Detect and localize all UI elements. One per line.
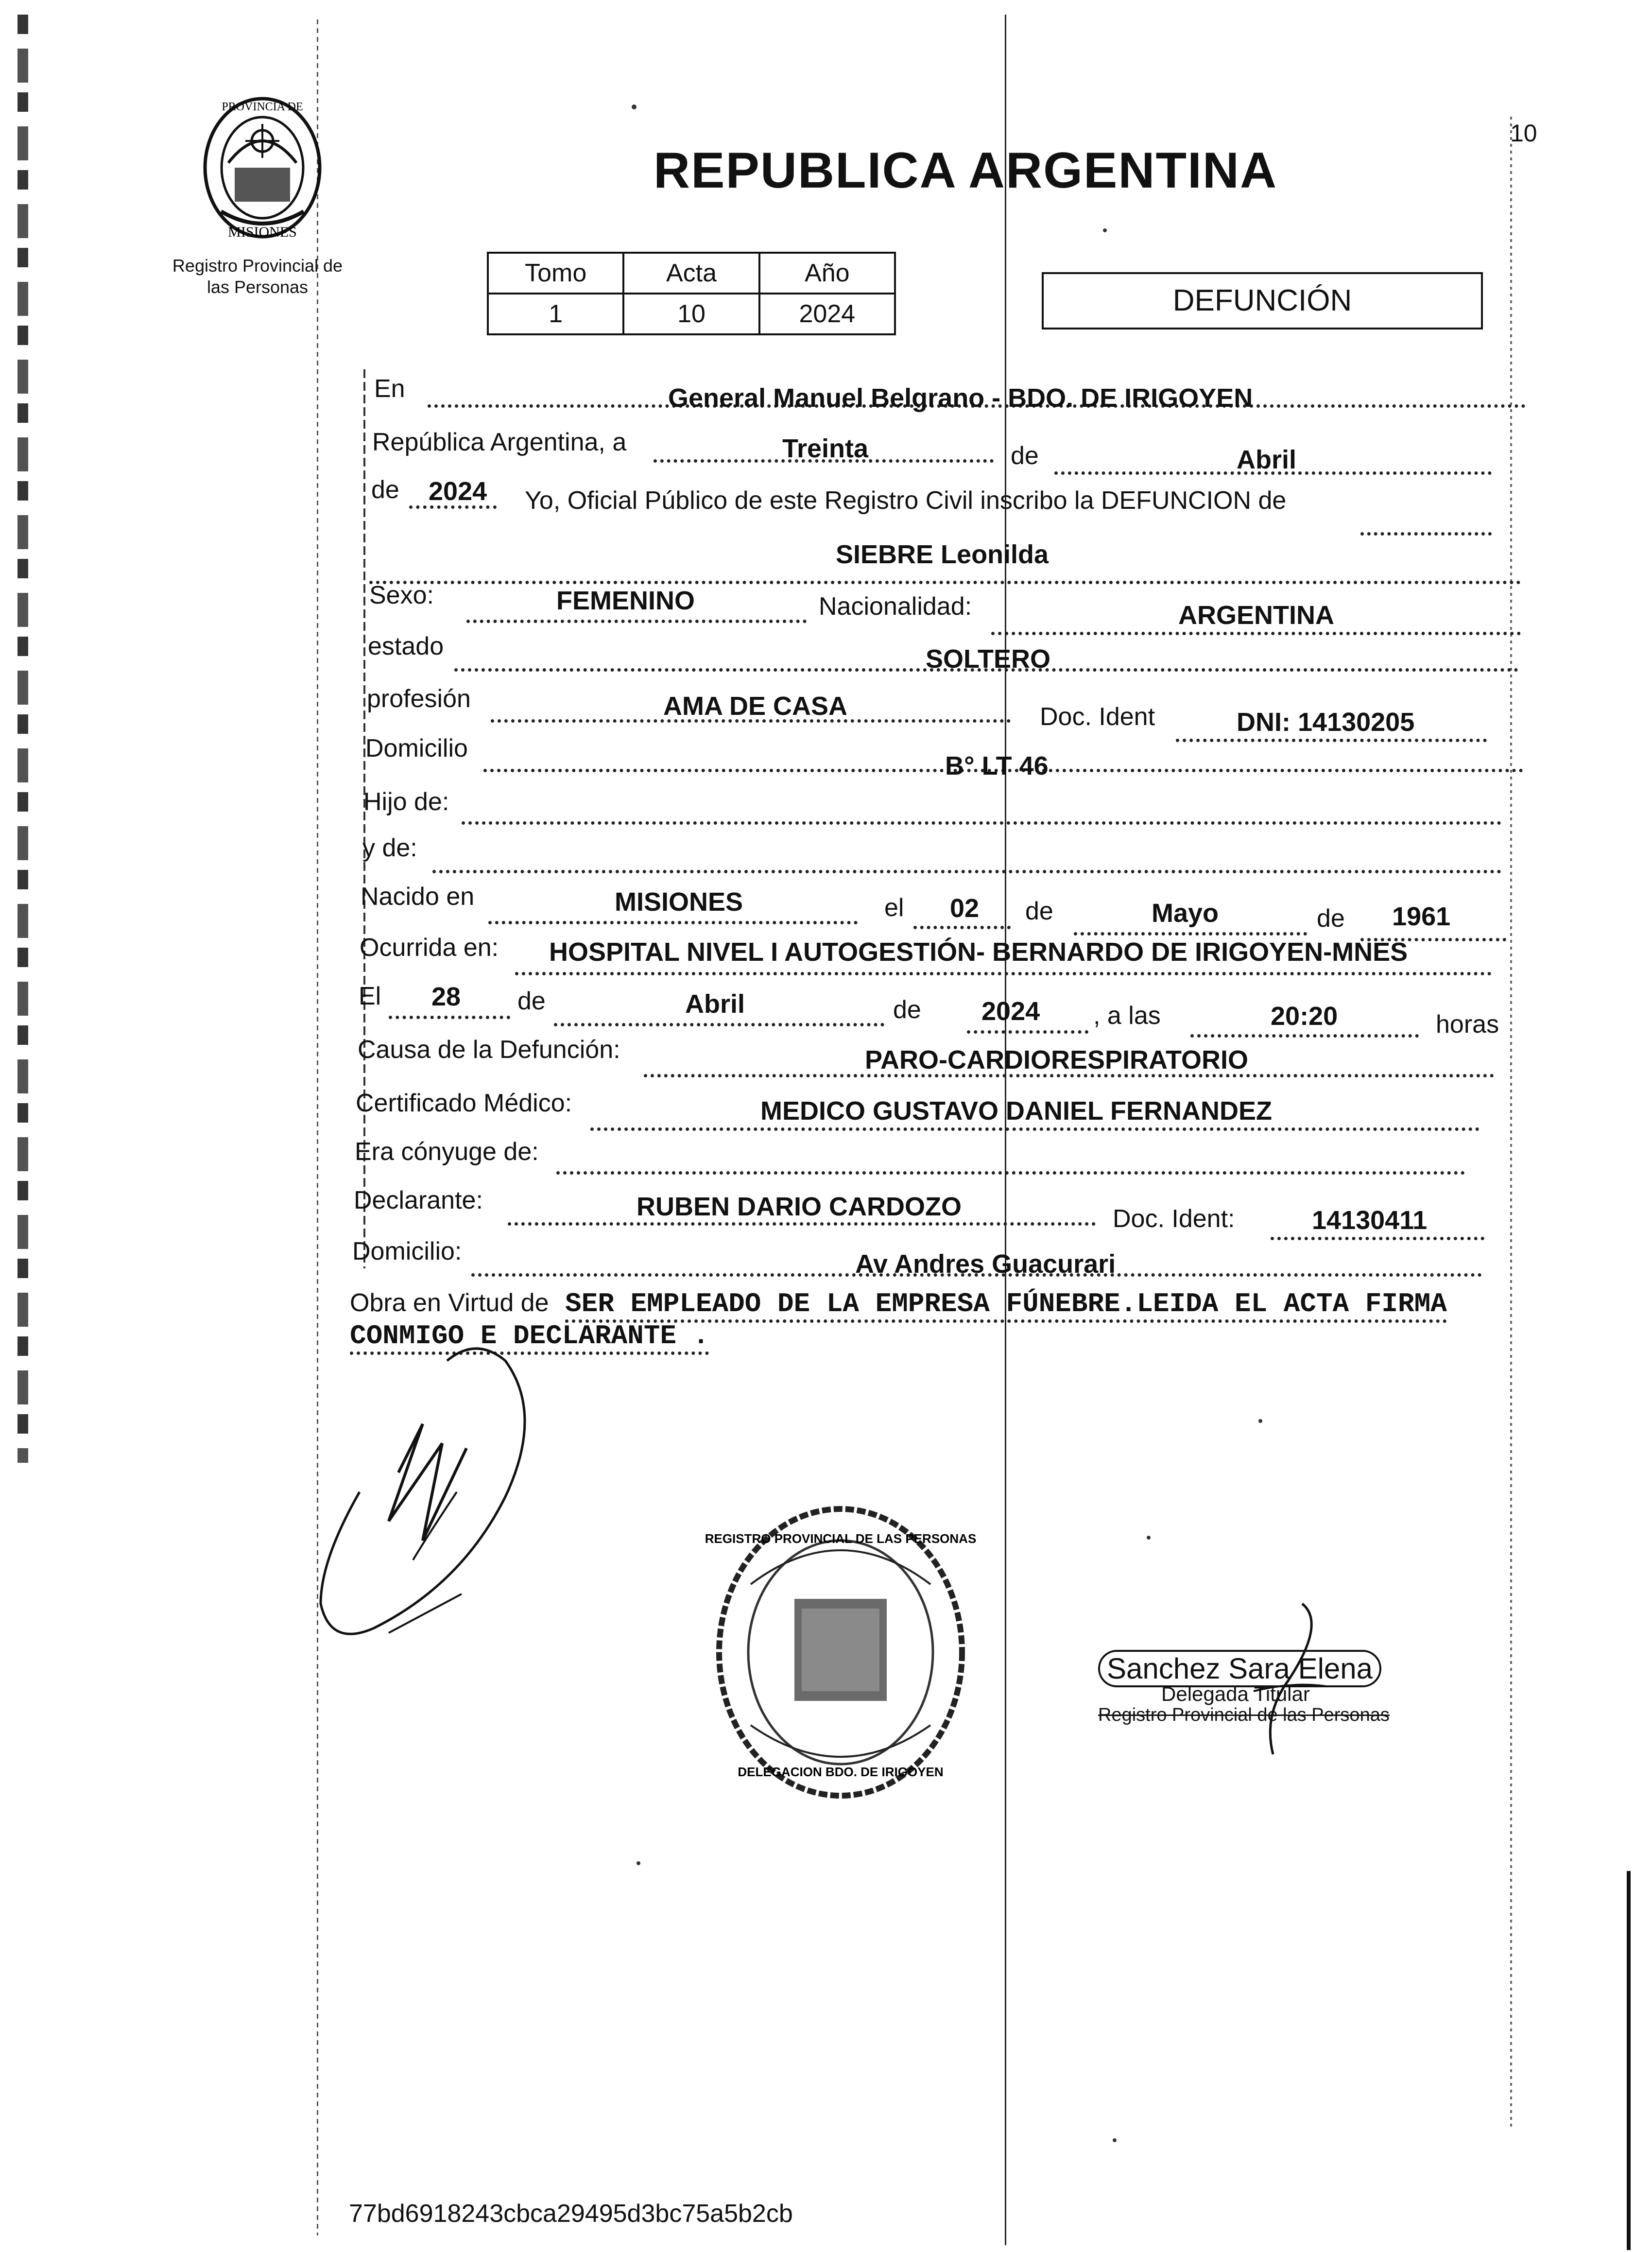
y-de-dots: [432, 870, 1501, 873]
birth-month: Mayo: [1152, 899, 1219, 928]
registry-line-2: las Personas: [206, 277, 309, 297]
decl-domicilio-label: Domicilio:: [352, 1237, 462, 1265]
de-label-2: de: [371, 476, 399, 504]
death-time: 20:20: [1271, 1002, 1338, 1031]
birth-day-dots: [913, 926, 1011, 929]
en-label: En: [374, 375, 405, 403]
de-label-5: de: [517, 987, 546, 1015]
nacido-place: MISIONES: [615, 887, 743, 917]
death-day: 28: [431, 982, 461, 1011]
deceased-name: SIEBRE Leonilda: [836, 540, 1049, 569]
ocurrida-label: Ocurrida en:: [360, 934, 499, 962]
death-time-dots: [1190, 1034, 1419, 1038]
de-label-3: de: [1025, 897, 1053, 925]
y-de-label: y de:: [362, 834, 417, 862]
scan-speck: [1258, 1419, 1262, 1423]
profesion-label: profesión: [367, 685, 471, 713]
form-left-rule: [363, 369, 365, 1268]
hijo-label: Hijo de:: [363, 788, 449, 816]
scan-speck: [1113, 2138, 1117, 2142]
ocurrida-value: HOSPITAL NIVEL I AUTOGESTIÓN- BERNARDO DE IRIGOYEN-MNES: [549, 937, 1408, 967]
name-dots: [369, 581, 1521, 584]
delegate-office: Registro Provincial de las Personas: [1098, 1705, 1390, 1725]
oficial-end-dots: [1360, 532, 1492, 536]
decl-doc-value: 14130411: [1312, 1206, 1428, 1235]
ano-header: Año: [759, 253, 895, 294]
tomo-header: Tomo: [488, 253, 623, 294]
causa-label: Causa de la Defunción:: [358, 1036, 620, 1064]
certificado-value: MEDICO GUSTAVO DANIEL FERNANDEZ: [760, 1096, 1273, 1126]
profesion-value: AMA DE CASA: [663, 692, 848, 721]
scan-speck: [637, 1861, 640, 1865]
decl-doc-dots: [1271, 1237, 1484, 1240]
death-month: Abril: [685, 989, 745, 1019]
svg-text:PROVINCIA DE: PROVINCIA DE: [222, 101, 303, 113]
domicilio-value: B° LT 46: [945, 751, 1049, 780]
tomo-value: 1: [488, 294, 623, 334]
hijo-dots: [462, 821, 1501, 825]
right-margin-line: [1510, 117, 1512, 2129]
year: 2024: [429, 477, 487, 506]
day-words: Treinta: [782, 434, 869, 463]
sexo-dots: [466, 620, 807, 623]
reference-table: [487, 252, 896, 335]
scan-speck: [632, 104, 637, 109]
left-fold-line: [317, 19, 318, 2235]
nacionalidad-label: Nacionalidad:: [819, 592, 972, 621]
ano-value: 2024: [759, 294, 895, 334]
birth-year: 1961: [1392, 902, 1451, 931]
conyuge-label: Era cónyuge de:: [355, 1138, 539, 1166]
declarante-label: Declarante:: [354, 1186, 483, 1214]
svg-text:DELEGACION BDO. DE IRIGOYEN: DELEGACION BDO. DE IRIGOYEN: [738, 1765, 944, 1779]
oficial-text: Yo, Oficial Público de este Registro Civil inscribo la DEFUNCION de: [525, 486, 1287, 515]
domicilio-label: Domicilio: [365, 734, 468, 762]
estado-label: estado: [368, 632, 444, 660]
death-year: 2024: [981, 997, 1040, 1026]
act-type-box: DEFUNCIÓN: [1042, 272, 1483, 329]
causa-value: PARO-CARDIORESPIRATORIO: [865, 1045, 1249, 1074]
obra-label: Obra en Virtud de: [350, 1289, 549, 1317]
doc-value: DNI: 14130205: [1237, 708, 1415, 737]
ocurrida-dots: [515, 972, 1492, 975]
right-margin-bar: [1627, 1871, 1631, 2250]
decl-doc-label: Doc. Ident:: [1113, 1205, 1235, 1233]
svg-text:MISIONES: MISIONES: [228, 224, 297, 240]
acta-header: Acta: [623, 253, 759, 294]
conyuge-dots: [556, 1171, 1465, 1175]
registry-line-1: Registro Provincial de: [172, 256, 343, 276]
provincial-seal: [192, 90, 333, 245]
delegate-name: Sanchez Sara Elena: [1098, 1650, 1381, 1687]
country-title: REPUBLICA ARGENTINA: [654, 142, 1278, 199]
estado-value: SOLTERO: [926, 644, 1051, 674]
nacido-label: Nacido en: [361, 883, 475, 911]
certificado-label: Certificado Médico:: [356, 1089, 572, 1117]
registry-name: [155, 255, 360, 298]
declarante-dots: [508, 1222, 1096, 1226]
death-day-dots: [389, 1016, 510, 1019]
official-stamp: [705, 1497, 977, 1808]
page-number: 10: [1510, 120, 1537, 147]
obra-value: SER EMPLEADO DE LA EMPRESA FÚNEBRE.LEIDA EL ACTA FIRMA CONMIGO E DECLARANTE .: [350, 1288, 1447, 1355]
el-label-2: El: [359, 982, 381, 1010]
scan-speck: [1103, 228, 1107, 232]
sexo-label: Sexo:: [369, 581, 434, 609]
decl-domicilio-value: Av Andres Guacurari: [855, 1249, 1116, 1279]
el-label: el: [884, 894, 904, 922]
delegate-title: Delegada Titular: [1161, 1682, 1310, 1705]
birth-day: 02: [950, 894, 980, 923]
acta-value: 10: [623, 294, 759, 334]
en-value: General Manuel Belgrano - BDO. DE IRIGOYEN: [668, 383, 1253, 413]
death-month-dots: [554, 1023, 884, 1026]
doc-dots: [1176, 739, 1487, 742]
declarant-signature: [301, 1332, 573, 1672]
sexo-value: FEMENINO: [556, 586, 695, 615]
de-label-1: de: [1011, 442, 1039, 470]
declarante-value: RUBEN DARIO CARDOZO: [637, 1192, 962, 1221]
nacionalidad-dots: [991, 632, 1521, 635]
doc-label: Doc. Ident: [1040, 703, 1155, 731]
horas-label: horas: [1436, 1010, 1499, 1039]
death-year-dots: [967, 1030, 1088, 1034]
footer-hash: 77bd6918243cbca29495d3bc75a5b2cb: [349, 2200, 793, 2228]
nacido-place-dots: [488, 921, 858, 924]
de-label-6: de: [893, 996, 921, 1024]
republica-label: República Argentina, a: [372, 428, 627, 456]
left-margin-bar: [17, 15, 28, 1463]
svg-text:REGISTRO PROVINCIAL DE LAS PER: REGISTRO PROVINCIAL DE LAS PERSONAS: [705, 1531, 977, 1546]
month: Abril: [1237, 445, 1297, 474]
certificado-dots: [590, 1127, 1480, 1131]
nacionalidad-value: ARGENTINA: [1178, 601, 1334, 630]
birth-month-dots: [1074, 932, 1307, 935]
a-las-label: , a las: [1093, 1002, 1161, 1030]
scan-speck: [1147, 1536, 1151, 1540]
de-label-4: de: [1317, 904, 1345, 933]
